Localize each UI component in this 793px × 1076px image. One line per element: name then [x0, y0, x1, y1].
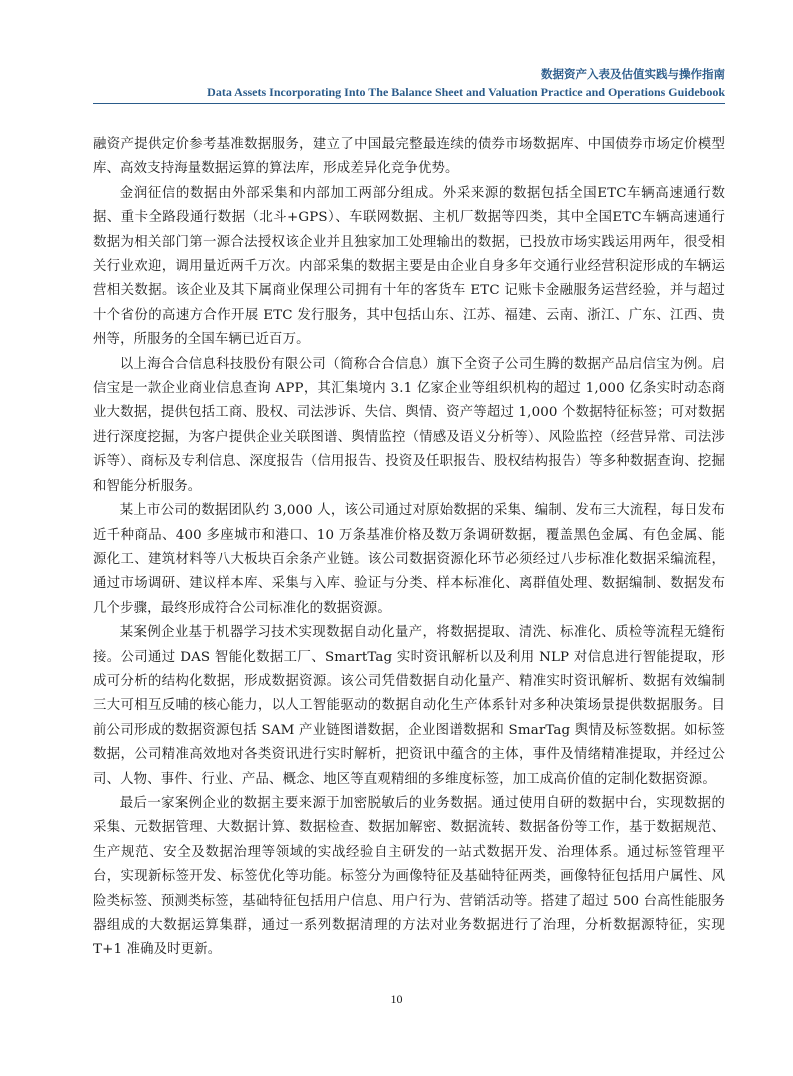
paragraph-jinrun-credit: 金润征信的数据由外部采集和内部加工两部分组成。外采来源的数据包括全国ETC车辆高速通行数据、重卡全路段通行数据（北斗+GPS）、车联网数据、主机厂数据等四类，其中全国ETC车辆高速通行数据为相关部门第一源合法授权该企业并且独家加工处理输出的数据，已投放市场实践运用两年，很受相关行业欢迎，调用量近两千万次。内部采集的数据主要是由企业自身多年交通行业经营积淀形成的车辆运营相关数据。该企业及其下属商业保理公司拥有十年的客货车 ETC 记账卡金融服务运营经验，并与超过十个省份的高速方合作开展 ETC 发行服务，其中包括山东、江苏、福建、云南、浙江、广东、江西、贵州等，所服务的全国车辆已近百万。 — [93, 185, 725, 348]
page-number: 10 — [390, 992, 403, 1006]
header-divider — [93, 103, 725, 104]
paragraph-qixinbao: 以上海合合信息科技股份有限公司（简称合合信息）旗下全资子公司生腾的数据产品启信宝为例。启信宝是一款企业商业信息查询 APP，其汇集境内 3.1 亿家企业等组织机构的超过 1,000 亿条实时动态商业大数据，提供包括工商、股权、司法涉诉、失信、舆情、资产等超过 1,000 个数据特征标签；可对数据进行深度挖掘，为客户提供企业关联图谱、舆情监控（情感及语义分析等）、风险监控（经营异常、司法涉诉等）、商标及专利信息、深度报告（信用报告、投资及任职报告、股权结构报告）等多种数据查询、挖掘和智能分析服务。 — [93, 356, 725, 494]
body-text — [93, 133, 725, 963]
header-title-en: Data Assets Incorporating Into The Balance Sheet and Valuation Practice and Operations Guidebook — [207, 85, 725, 99]
header-title-cn: 数据资产入表及估值实践与操作指南 — [541, 67, 725, 81]
paragraph-continuation: 融资产提供定价参考基准数据服务，建立了中国最完整最连续的债券市场数据库、中国债券市场定价模型库、高效支持海量数据运算的算法库，形成差异化竞争优势。 — [93, 137, 725, 177]
paragraph-ml-enterprise: 某案例企业基于机器学习技术实现数据自动化量产，将数据提取、清洗、标准化、质检等流程无缝衔接。公司通过 DAS 智能化数据工厂、SmartTag 实时资讯解析以及利用 NLP 对信息进行智能提取，形成可分析的结构化数据，形成数据资源。该公司凭借数据自动化量产、精准实时资讯解析、数据有效编制三大可相互反哺的核心能力，以人工智能驱动的数据自动化生产体系针对多种决策场景提供数据服务。目前公司形成的数据资源包括 SAM 产业链图谱数据，企业图谱数据和 SmarTag 舆情及标签数据。如标签数据，公司精准高效地对各类资讯进行实时解析，把资讯中蕴含的主体，事件及情绪精准提取，并经过公司、人物、事件、行业、产品、概念、地区等直观精细的多维度标签，加工成高价值的定制化数据资源。 — [93, 625, 725, 787]
running-header — [93, 66, 725, 104]
paragraph-listed-company: 某上市公司的数据团队约 3,000 人，该公司通过对原始数据的采集、编制、发布三大流程，每日发布近千种商品、400 多座城市和港口、10 万条基准价格及数万条调研数据，覆盖黑色金属、有色金属、能源化工、建筑材料等八大板块百余条产业链。该公司数据资源化环节必须经过八步标准化数据采编流程，通过市场调研、建议样本库、采集与入库、验证与分类、样本标准化、离群值处理、数据编制、数据发布几个步骤，最终形成符合公司标准化的数据资源。 — [93, 503, 725, 616]
paragraph-last-case: 最后一家案例企业的数据主要来源于加密脱敏后的业务数据。通过使用自研的数据中台，实现数据的采集、元数据管理、大数据计算、数据检查、数据加解密、数据流转、数据备份等工作，基于数据规范、生产规范、安全及数据治理等领域的实战经验自主研发的一站式数据开发、治理体系。通过标签管理平台，实现新标签开发、标签优化等功能。标签分为画像特征及基础特征两类，画像特征包括用户属性、风险类标签、预测类标签，基础特征包括用户信息、用户行为、营销活动等。搭建了超过 500 台高性能服务器组成的大数据运算集群，通过一系列数据清理的方法对业务数据进行了治理，分析数据源特征，实现 T+1 准确及时更新。 — [93, 795, 725, 958]
